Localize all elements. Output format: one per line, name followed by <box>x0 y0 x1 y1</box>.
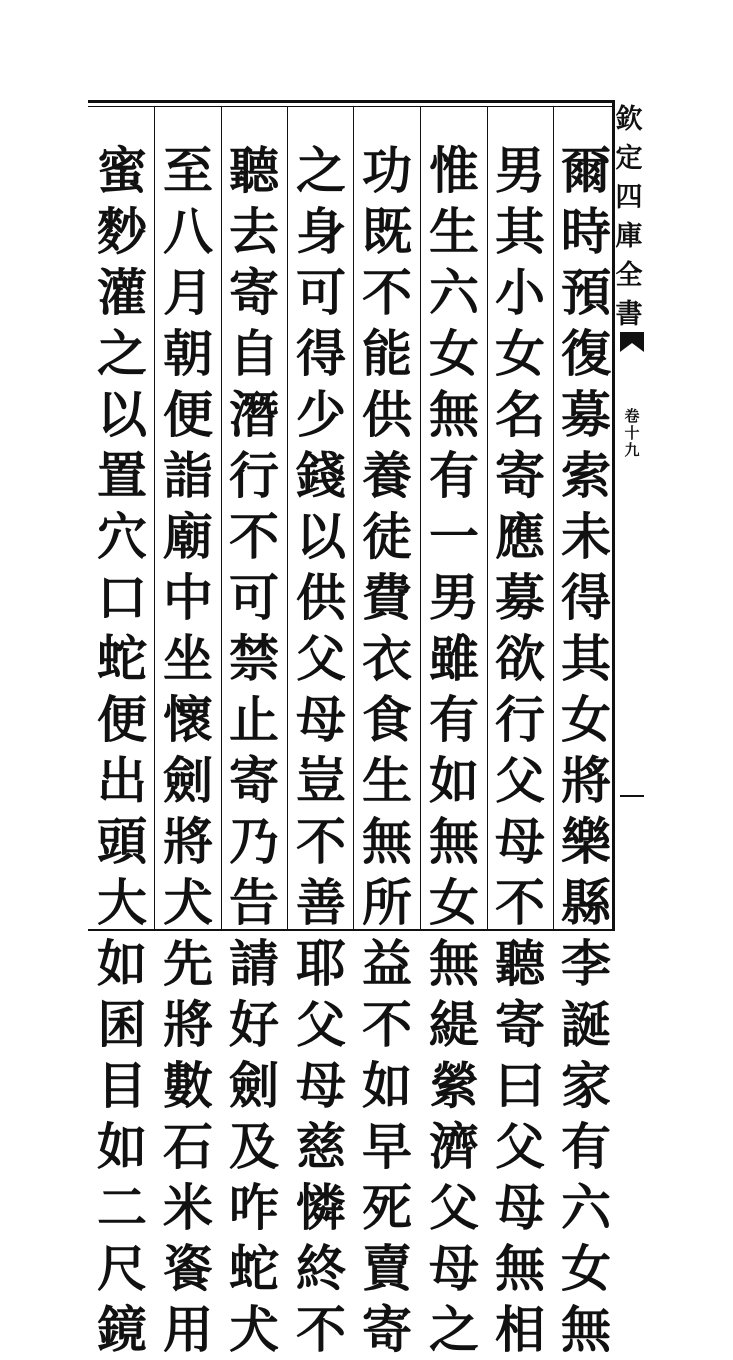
text-char: 母 <box>495 1178 545 1237</box>
text-char: 行 <box>229 446 279 505</box>
text-char: 復 <box>561 324 611 383</box>
text-char: 豈 <box>296 751 346 810</box>
text-char: 止 <box>229 690 279 749</box>
text-char: 誕 <box>561 995 611 1054</box>
text-char: 所 <box>362 873 412 932</box>
text-char: 父 <box>495 1117 545 1176</box>
text-char: 女 <box>429 873 479 932</box>
text-char: 相 <box>495 1300 545 1359</box>
text-column <box>424 140 484 1360</box>
column-divider <box>353 106 354 929</box>
book-title-char: 書 <box>615 299 643 330</box>
text-char: 先 <box>163 934 213 993</box>
text-char: 請 <box>229 934 279 993</box>
column-divider <box>154 106 155 929</box>
text-char: 尺 <box>97 1239 147 1298</box>
text-char: 母 <box>495 812 545 871</box>
text-char: 衣 <box>362 629 412 688</box>
text-char: 慈 <box>296 1117 346 1176</box>
text-char: 雖 <box>429 629 479 688</box>
text-column <box>224 140 284 1360</box>
book-title-char: 四 <box>615 182 643 213</box>
text-char: 聽 <box>495 934 545 993</box>
text-char: 一 <box>429 507 479 566</box>
text-char: 得 <box>296 324 346 383</box>
text-char: 不 <box>229 507 279 566</box>
text-char: 募 <box>495 568 545 627</box>
text-char: 父 <box>296 629 346 688</box>
text-char: 小 <box>495 263 545 322</box>
text-column <box>357 140 417 1360</box>
text-char: 父 <box>296 995 346 1054</box>
text-char: 爾 <box>561 141 611 200</box>
text-char: 少 <box>296 385 346 444</box>
text-char: 女 <box>429 324 479 383</box>
text-char: 詣 <box>163 446 213 505</box>
text-char: 父 <box>495 751 545 810</box>
text-column <box>291 140 351 1360</box>
text-char: 女 <box>495 324 545 383</box>
column-divider <box>553 106 554 929</box>
text-char: 憐 <box>296 1178 346 1237</box>
column-divider <box>287 106 288 929</box>
text-char: 劍 <box>229 1056 279 1115</box>
text-char: 母 <box>296 1056 346 1115</box>
text-char: 麨 <box>97 202 147 261</box>
volume-char: 十 <box>624 424 640 442</box>
text-char: 無 <box>429 812 479 871</box>
text-char: 二 <box>97 1178 147 1237</box>
text-char: 用 <box>163 1300 213 1359</box>
text-char: 寄 <box>362 1300 412 1359</box>
text-char: 惟 <box>429 141 479 200</box>
text-char: 終 <box>296 1239 346 1298</box>
text-char: 李 <box>561 934 611 993</box>
text-char: 既 <box>362 202 412 261</box>
text-char: 賣 <box>362 1239 412 1298</box>
text-char: 潛 <box>229 385 279 444</box>
text-char: 便 <box>163 385 213 444</box>
text-char: 曰 <box>495 1056 545 1115</box>
text-column <box>556 140 616 1360</box>
text-char: 無 <box>429 385 479 444</box>
book-title-char: 庫 <box>615 221 643 252</box>
top-border-line <box>88 100 612 103</box>
text-char: 未 <box>561 507 611 566</box>
text-char: 乃 <box>229 812 279 871</box>
text-char: 如 <box>97 934 147 993</box>
text-char: 濟 <box>429 1117 479 1176</box>
text-char: 樂 <box>561 812 611 871</box>
text-char: 坐 <box>163 629 213 688</box>
text-char: 數 <box>163 1056 213 1115</box>
text-char: 索 <box>561 446 611 505</box>
text-char: 有 <box>561 1117 611 1176</box>
text-char: 不 <box>362 995 412 1054</box>
text-char: 父 <box>429 1178 479 1237</box>
text-char: 六 <box>561 1178 611 1237</box>
text-char: 食 <box>362 690 412 749</box>
column-divider <box>221 106 222 929</box>
text-column <box>92 140 152 1360</box>
text-char: 如 <box>362 1056 412 1115</box>
text-char: 米 <box>163 1178 213 1237</box>
text-char: 供 <box>362 385 412 444</box>
text-char: 男 <box>495 141 545 200</box>
text-char: 緹 <box>429 995 479 1054</box>
text-char: 徒 <box>362 507 412 566</box>
text-char: 去 <box>229 202 279 261</box>
text-char: 女 <box>561 690 611 749</box>
text-char: 無 <box>429 934 479 993</box>
text-char: 女 <box>561 1239 611 1298</box>
text-char: 禁 <box>229 629 279 688</box>
text-char: 可 <box>296 263 346 322</box>
text-char: 縣 <box>561 873 611 932</box>
text-char: 行 <box>495 690 545 749</box>
text-char: 廟 <box>163 507 213 566</box>
text-char: 其 <box>561 629 611 688</box>
text-char: 鏡 <box>97 1300 147 1359</box>
column-divider <box>487 106 488 929</box>
text-char: 早 <box>362 1117 412 1176</box>
text-char: 縈 <box>429 1056 479 1115</box>
column-divider <box>420 106 421 929</box>
text-char: 將 <box>561 751 611 810</box>
text-char: 蜜 <box>97 141 147 200</box>
text-char: 至 <box>163 141 213 200</box>
text-char: 出 <box>97 751 147 810</box>
text-char: 欲 <box>495 629 545 688</box>
text-char: 不 <box>362 263 412 322</box>
text-char: 囷 <box>97 995 147 1054</box>
text-char: 餈 <box>163 1239 213 1298</box>
text-char: 寄 <box>229 263 279 322</box>
text-char: 應 <box>495 507 545 566</box>
text-char: 募 <box>561 385 611 444</box>
text-char: 及 <box>229 1117 279 1176</box>
text-char: 預 <box>561 263 611 322</box>
text-column <box>490 140 550 1360</box>
text-char: 家 <box>561 1056 611 1115</box>
fishtail-ornament <box>620 332 644 352</box>
text-char: 死 <box>362 1178 412 1237</box>
text-char: 供 <box>296 568 346 627</box>
text-char: 不 <box>495 873 545 932</box>
text-char: 時 <box>561 202 611 261</box>
text-char: 蛇 <box>97 629 147 688</box>
volume-char: 九 <box>624 441 640 459</box>
book-title-char: 定 <box>615 143 643 174</box>
text-char: 將 <box>163 812 213 871</box>
text-char: 生 <box>429 202 479 261</box>
text-char: 口 <box>97 568 147 627</box>
text-char: 無 <box>561 1300 611 1359</box>
text-char: 之 <box>429 1300 479 1359</box>
text-char: 目 <box>97 1056 147 1115</box>
text-char: 可 <box>229 568 279 627</box>
text-char: 懷 <box>163 690 213 749</box>
text-char: 耶 <box>296 934 346 993</box>
margin-strip-mark <box>620 795 644 797</box>
text-char: 費 <box>362 568 412 627</box>
text-char: 能 <box>362 324 412 383</box>
text-char: 得 <box>561 568 611 627</box>
text-char: 頭 <box>97 812 147 871</box>
text-char: 寄 <box>495 995 545 1054</box>
text-char: 月 <box>163 263 213 322</box>
text-char: 犬 <box>163 873 213 932</box>
book-title-margin <box>616 100 642 334</box>
text-char: 六 <box>429 263 479 322</box>
text-char: 朝 <box>163 324 213 383</box>
text-column <box>158 140 218 1360</box>
text-char: 如 <box>429 751 479 810</box>
text-char: 母 <box>429 1239 479 1298</box>
text-char: 有 <box>429 690 479 749</box>
text-char: 以 <box>296 507 346 566</box>
text-char: 以 <box>97 385 147 444</box>
book-title-char: 欽 <box>615 104 643 135</box>
text-char: 告 <box>229 873 279 932</box>
text-char: 無 <box>495 1239 545 1298</box>
text-char: 將 <box>163 995 213 1054</box>
text-char: 益 <box>362 934 412 993</box>
text-char: 無 <box>362 812 412 871</box>
text-char: 咋 <box>229 1178 279 1237</box>
top-border-line-inner <box>88 106 612 107</box>
text-char: 聽 <box>229 141 279 200</box>
text-char: 之 <box>97 324 147 383</box>
text-char: 置 <box>97 446 147 505</box>
text-char: 如 <box>97 1117 147 1176</box>
text-char: 錢 <box>296 446 346 505</box>
text-char: 男 <box>429 568 479 627</box>
text-char: 灌 <box>97 263 147 322</box>
text-char: 劍 <box>163 751 213 810</box>
text-char: 中 <box>163 568 213 627</box>
text-char: 身 <box>296 202 346 261</box>
text-char: 名 <box>495 385 545 444</box>
text-char: 善 <box>296 873 346 932</box>
text-char: 母 <box>296 690 346 749</box>
text-char: 犬 <box>229 1300 279 1359</box>
text-char: 大 <box>97 873 147 932</box>
volume-char: 卷 <box>624 407 640 425</box>
volume-label-margin <box>622 408 642 459</box>
text-char: 有 <box>429 446 479 505</box>
text-char: 功 <box>362 141 412 200</box>
text-char: 不 <box>296 812 346 871</box>
text-char: 石 <box>163 1117 213 1176</box>
text-char: 好 <box>229 995 279 1054</box>
book-title-char: 全 <box>615 260 643 291</box>
text-char: 寄 <box>495 446 545 505</box>
text-char: 自 <box>229 324 279 383</box>
text-char: 八 <box>163 202 213 261</box>
text-char: 其 <box>495 202 545 261</box>
text-char: 蛇 <box>229 1239 279 1298</box>
text-char: 寄 <box>229 751 279 810</box>
text-char: 生 <box>362 751 412 810</box>
text-char: 之 <box>296 141 346 200</box>
text-char: 不 <box>296 1300 346 1359</box>
text-char: 養 <box>362 446 412 505</box>
text-char: 便 <box>97 690 147 749</box>
text-char: 穴 <box>97 507 147 566</box>
